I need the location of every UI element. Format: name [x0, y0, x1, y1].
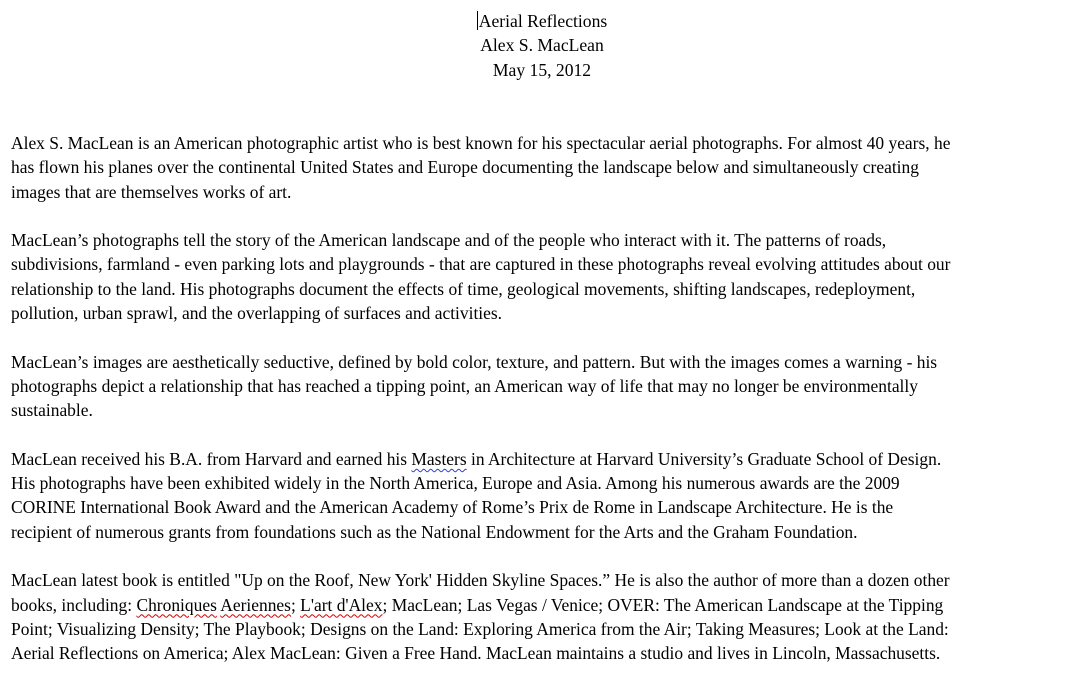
paragraph-1 — [11, 131, 1079, 204]
document-body — [11, 131, 1079, 690]
spelling-flagged-word[interactable]: Aeriennes — [220, 594, 291, 615]
text-line: MacLean latest book is entitled "Up on the Roof, New York' Hidden Skyline Spaces.” He is also the author of more than a dozen other — [11, 570, 950, 591]
text-line: His photographs have been exhibited widely in the North America, Europe and Asia. Among his numerous awards are the 2009 — [11, 473, 900, 494]
text-run: ; — [290, 594, 301, 615]
text-run: books, including: — [11, 594, 137, 615]
paragraph-3 — [11, 350, 1079, 423]
text-line: Alex S. MacLean is an American photographic artist who is best known for his spectacular aerial photographs. For almost 40 years, he — [11, 133, 951, 153]
document-title: Aerial Reflections — [478, 11, 608, 31]
text-line: Aerial Reflections on America; Alex MacLean: Given a Free Hand. MacLean maintains a studio and lives in Lincoln, Massachusetts. — [11, 643, 941, 664]
text-line: relationship to the land. His photographs document the effects of time, geological movements, shifting landscapes, redeployment, — [11, 278, 916, 299]
text-line: subdivisions, farmland - even parking lots and playgrounds - that are captured in these photographs reveal evolving attitudes about our — [11, 254, 951, 275]
text-run: MacLean received his B.A. from Harvard and earned his — [11, 448, 412, 469]
paragraph-4 — [11, 447, 1079, 544]
text-run: in Architecture at Harvard University’s Graduate School of Design. — [466, 448, 942, 469]
text-run: ; MacLean; Las Vegas / Venice; OVER: The American Landscape at the Tipping — [382, 594, 944, 615]
text-line: sustainable. — [11, 400, 93, 421]
text-line: Point; Visualizing Density; The Playbook; Designs on the Land: Exploring America from the Air; Taking Measures; Look at the Land: — [11, 618, 949, 639]
text-line: CORINE International Book Award and the American Academy of Rome’s Prix de Rome in Landscape Architecture. He is the — [11, 497, 894, 518]
title-line — [0, 9, 1080, 33]
text-line — [11, 593, 1079, 617]
text-line: MacLean’s images are aesthetically seductive, defined by bold color, texture, and pattern. But with the images comes a warning - his — [11, 351, 938, 372]
text-cursor — [477, 11, 478, 30]
text-line: has flown his planes over the continental United States and Europe documenting the landscape below and simultaneously creating — [11, 157, 919, 178]
text-line: photographs depict a relationship that has reached a tipping point, an American way of life that may no longer be environmentally — [11, 375, 918, 396]
paragraph-5 — [11, 568, 1079, 665]
spelling-flagged-word[interactable]: Chroniques — [136, 594, 217, 615]
text-line — [11, 447, 1079, 471]
text-line: pollution, urban sprawl, and the overlapping of surfaces and activities. — [11, 303, 503, 324]
text-line: MacLean’s photographs tell the story of the American landscape and of the people who interact with it. The patterns of roads, — [11, 230, 887, 251]
text-line: images that are themselves works of art. — [11, 181, 292, 202]
text-line: recipient of numerous grants from foundations such as the National Endowment for the Arts and the Graham Foundation. — [11, 521, 858, 542]
paragraph-2 — [11, 228, 1079, 325]
spelling-flagged-word[interactable]: L'art d'Alex — [300, 594, 383, 615]
grammar-flagged-word[interactable]: Masters — [411, 448, 467, 469]
document-header — [0, 9, 1080, 82]
document-date: May 15, 2012 — [492, 59, 592, 80]
document-author: Alex S. MacLean — [480, 35, 604, 56]
